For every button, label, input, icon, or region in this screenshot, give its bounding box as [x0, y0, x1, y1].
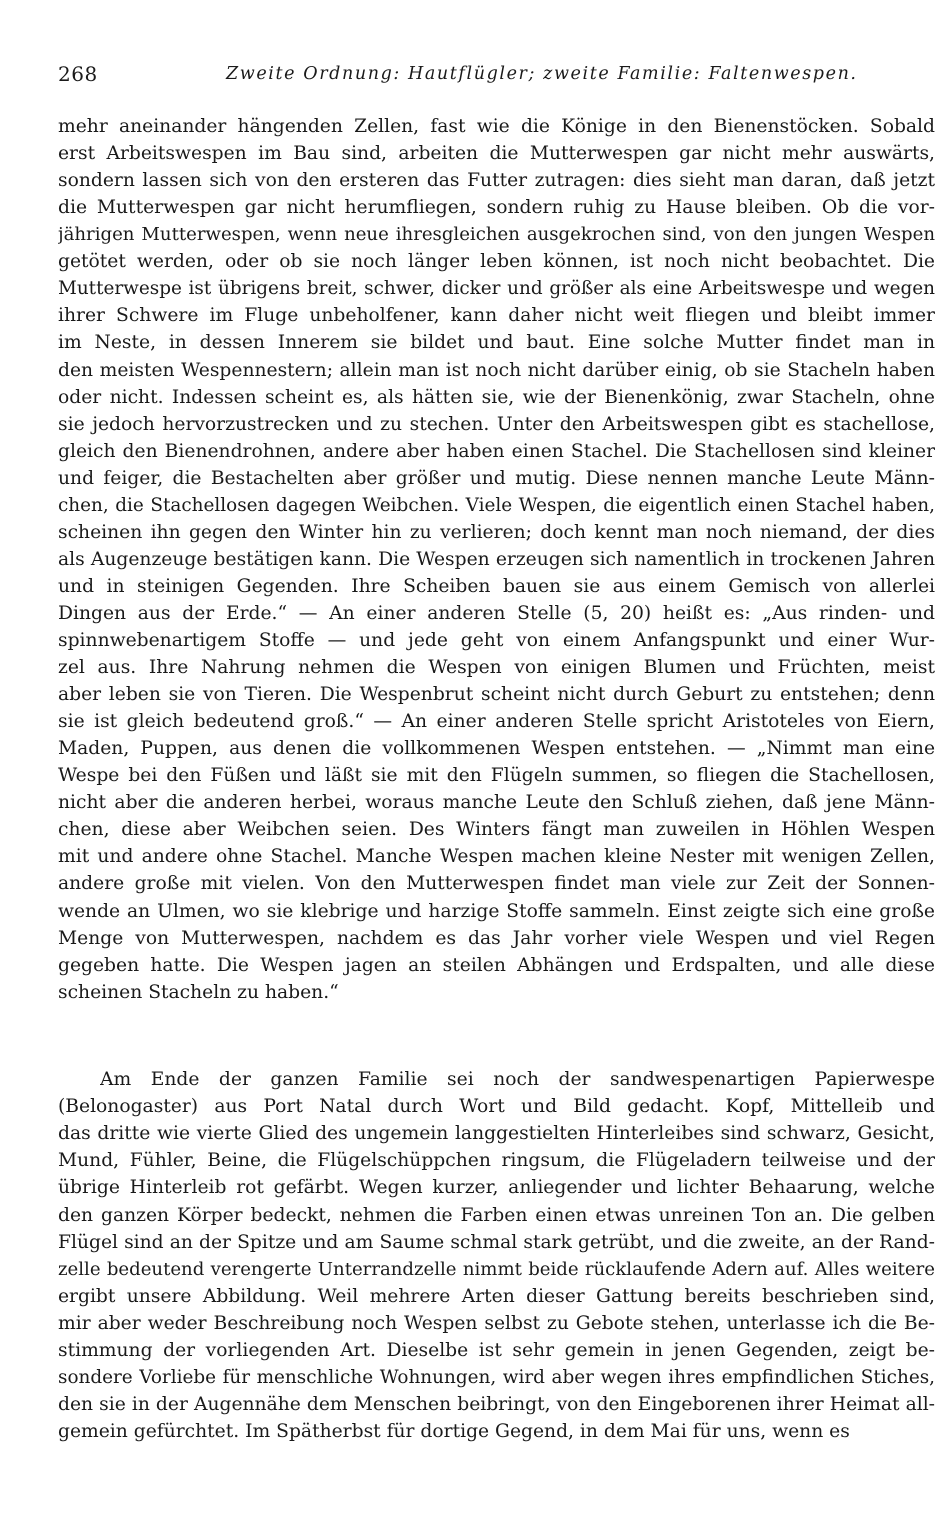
running-head: Zweite Ordnung: Hautflügler; zweite Familie: Faltenwespen.: [226, 64, 858, 84]
paragraph-2-line: ergibt unsere Abbildung. Weil mehrere Arten dieser Gattung bereits beschrieben sind,: [58, 1285, 935, 1307]
paragraph-1-line: Maden, Puppen, aus denen die vollkommenen Wespen entstehen. — „Nimmt man eine: [58, 738, 935, 760]
paragraph-1-line: sie jedoch hervorzustrecken und zu stechen. Unter den Arbeitswespen gibt es stachellose,: [58, 413, 935, 435]
paragraph-2-line: (Belonogaster) aus Port Natal durch Wort und Bild gedacht. Kopf, Mittelleib und: [58, 1096, 935, 1118]
paragraph-1-line: sondern lassen sich von den ersteren das Futter zutragen: dies sieht man daran, daß jetzt: [58, 170, 935, 192]
paragraph-1-line: gegeben hatte. Die Wespen jagen an steilen Abhängen und Erdspalten, und alle diese: [58, 954, 935, 976]
paragraph-2-line: Flügel sind an der Spitze und am Saume schmal stark getrübt, und die zweite, an der Rand-: [58, 1231, 935, 1253]
paragraph-1-line: andere große mit vielen. Von den Mutterwespen findet man viele zur Zeit der Sonnen-: [58, 873, 935, 895]
page-header: [58, 62, 935, 92]
paragraph-1-line: oder nicht. Indessen scheint es, als hätten sie, wie der Bienenkönig, zwar Stacheln, ohne: [58, 386, 935, 408]
paragraph-1-line: als Augenzeuge bestätigen kann. Die Wespen erzeugen sich namentlich in trockenen Jahren: [58, 548, 935, 570]
paragraph-1-line: nicht aber die anderen herbei, woraus manche Leute den Schluß ziehen, daß jene Männ-: [58, 792, 935, 814]
paragraph-1-line: und in steinigen Gegenden. Ihre Scheiben bauen sie aus einem Gemisch von allerlei: [58, 575, 935, 597]
paragraph-1-line: mit und andere ohne Stachel. Manche Wespen machen kleine Nester mit wenigen Zellen,: [58, 846, 935, 868]
paragraph-1-line: und feiger, die Bestachelten aber größer und mutig. Diese nennen manche Leute Männ-: [58, 467, 935, 489]
paragraph-1-line: gleich den Bienendrohnen, andere aber haben einen Stachel. Die Stachellosen sind kleiner: [58, 440, 935, 462]
paragraph-1-line: spinnwebenartigem Stoffe — und jede geht von einem Anfangspunkt und einer Wur-: [58, 630, 935, 651]
paragraph-2-line: das dritte wie vierte Glied des ungemein langgestielten Hinterleibes sind schwarz, Gesicht,: [58, 1123, 935, 1145]
paragraph-1-line: im Neste, in dessen Innerem sie bildet und baut. Eine solche Mutter findet man in: [58, 332, 935, 354]
paragraph-2-line: sondere Vorliebe für menschliche Wohnungen, wird aber wegen ihres empfindlichen Stiches,: [58, 1367, 935, 1389]
paragraph-2-line: zelle bedeutend verengerte Unterrandzelle nimmt beide rücklaufende Adern auf. Alles weitere: [58, 1258, 935, 1280]
paragraph-1-line: die Mutterwespen gar nicht herumfliegen, sondern ruhig zu Hause bleiben. Ob die vor-: [58, 197, 935, 219]
paragraph-2-line: Mund, Fühler, Beine, die Flügelschüppchen ringsum, die Flügeladern teilweise und der: [58, 1150, 935, 1172]
paragraph-1-line: getötet werden, oder ob sie noch länger leben können, ist noch nicht beobachtet. Die: [58, 251, 935, 273]
paragraph-2-line: den sie in der Augennähe dem Menschen beibringt, von den Eingeborenen ihrer Heimat all-: [58, 1394, 935, 1416]
paragraph-1-line: scheinen Stacheln zu haben.“: [58, 981, 339, 1003]
paragraph-1-line: sie ist gleich bedeutend groß.“ — An einer anderen Stelle spricht Aristoteles von Eiern,: [58, 711, 935, 733]
paragraph-1-line: zel aus. Ihre Nahrung nehmen die Wespen von einigen Blumen und Früchten, meist: [58, 657, 935, 678]
paragraph-2-line: Am Ende der ganzen Familie sei noch der sandwespenartigen Papierwespe: [100, 1069, 935, 1090]
paragraph-2-line: gemein gefürchtet. Im Spätherbst für dortige Gegend, in dem Mai für uns, wenn es: [58, 1421, 850, 1443]
paragraph-2-line: stimmung der vorliegenden Art. Dieselbe ist sehr gemein in jenen Gegenden, zeigt be-: [58, 1340, 935, 1361]
paragraph-1-line: jährigen Mutterwespen, wenn neue ihresgleichen ausgekrochen sind, von den jungen Wespen: [58, 224, 935, 246]
paragraph-1-line: aber leben sie von Tieren. Die Wespenbrut scheint nicht durch Geburt zu entstehen; denn: [58, 684, 935, 706]
paragraph-1-line: den meisten Wespennestern; allein man ist noch nicht darüber einig, ob sie Stacheln haben: [58, 359, 935, 381]
paragraph-1-line: ihrer Schwere im Fluge unbeholfener, kann daher nicht weit fliegen und bleibt immer: [58, 305, 935, 327]
page-number: 268: [58, 62, 98, 86]
paragraph-1-line: Mutterwespe ist übrigens breit, schwer, dicker und größer als eine Arbeitswespe und wegen: [58, 278, 935, 300]
paragraph-1-line: wende an Ulmen, wo sie klebrige und harzige Stoffe sammeln. Einst zeigte sich eine große: [58, 900, 935, 922]
paragraph-1-line: mehr aneinander hängenden Zellen, fast wie die Könige in den Bienenstöcken. Sobald: [58, 116, 935, 137]
paragraph-1-line: erst Arbeitswespen im Bau sind, arbeiten die Mutterwespen gar nicht mehr auswärts,: [58, 143, 935, 165]
paragraph-2-line: übrige Hinterleib rot gefärbt. Wegen kurzer, anliegender und lichter Behaarung, welche: [58, 1177, 935, 1199]
paragraph-2-line: den ganzen Körper bedeckt, nehmen die Farben einen etwas unreinen Ton an. Die gelben: [58, 1204, 935, 1226]
paragraph-1-line: Dingen aus der Erde.“ — An einer anderen Stelle (5, 20) heißt es: „Aus rinden- und: [58, 602, 935, 624]
paragraph-1-line: chen, die Stachellosen dagegen Weibchen. Viele Wespen, die eigentlich einen Stachel haben,: [58, 494, 935, 516]
paragraph-1-line: chen, diese aber Weibchen seien. Des Winters fängt man zuweilen in Höhlen Wespen: [58, 819, 935, 841]
paragraph-1-line: Menge von Mutterwespen, nachdem es das Jahr vorher viele Wespen und viel Regen: [58, 927, 935, 949]
paragraph-1-line: Wespe bei den Füßen und läßt sie mit den Flügeln summen, so fliegen die Stachellosen,: [58, 765, 935, 787]
paragraph-2-line: mir aber weder Beschreibung noch Wespen selbst zu Gebote stehen, unterlasse ich die Be-: [58, 1312, 935, 1334]
paragraph-1-line: scheinen ihn gegen den Winter hin zu verlieren; doch kennt man noch niemand, der dies: [58, 521, 935, 543]
